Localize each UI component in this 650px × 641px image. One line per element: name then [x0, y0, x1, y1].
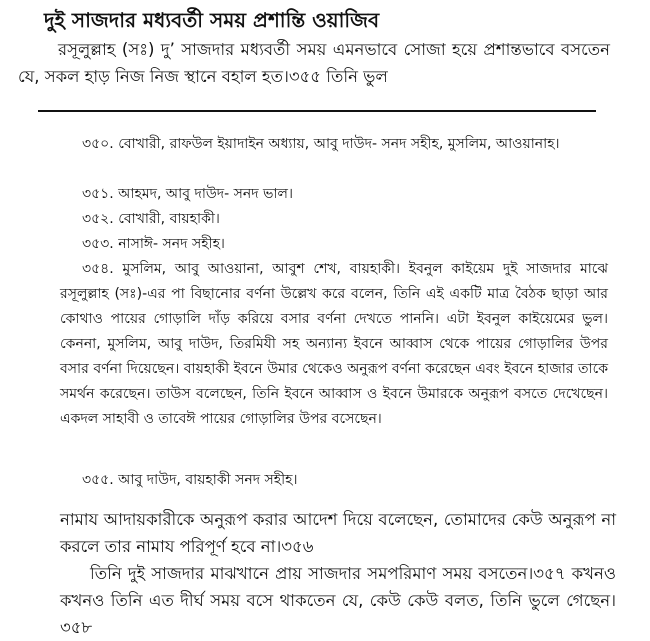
footnote-354: ৩৫৪. মুসলিম, আবু আওয়ানা, আবুশ শেখ, বায়হাকী। ইবনুল কাইয়েম দুই সাজদার মাঝে রসূলুল্লাহ (সঃ)-এর পা বিছানোর বর্ণনা উল্লেখ করে বলেন, তিনি এই একটি মাত্র বৈঠক ছাড়া আর কোথাও পায়ের গোড়ালি দাঁড় করিয়ে বসার বর্ণনা দেখতে পাননি। এটা ইবনুল কাইয়েমের ভুল। কেননা, মুসলিম, আবু দাউদ, তিরমিযী সহ অন্যান্য ইবনে আব্বাস থেকে পায়ের গোড়ালির উপর বসার বর্ণনা দিয়েছেন। বায়হাকী ইবনে উমার থেকেও অনুরূপ বর্ণনা করেছেন এবং ইবনে হাজার তাকে সমর্থন করেছেন। তাউস বলেছেন, তিনি ইবনে আব্বাস ও ইবনে উমারকে অনুরূপ বসতে দেখেছেন। একদল সাহাবী ও তাবেঈ পায়ের গোড়ালির উপর বসেছেন।: [60, 261, 608, 427]
footnote-351: ৩৫১. আহমদ, আবু দাউদ- সনদ ভাল।: [82, 186, 293, 202]
body-paragraph-3: তিনি দুই সাজদার মাঝখানে প্রায় সাজদার সমপরিমাণ সময় বসতেন।৩৫৭ কখনও কখনও তিনি এত দীর্ঘ সময় বসে থাকতেন যে, কেউ কেউ বলত, তিনি ভুলে গেছেন।৩৫৮: [60, 564, 616, 637]
footnote-355: ৩৫৫. আবু দাউদ, বায়হাকী সনদ সহীহ।: [82, 472, 298, 488]
section-heading: দুই সাজদার মধ্যবর্তী সময় প্রশান্তি ওয়াজিব: [44, 8, 380, 32]
footnote-divider: [38, 110, 596, 112]
body-paragraph-1: রসূলুল্লাহ (সঃ) দু’ সাজদার মধ্যবর্তী সময় এমনভাবে সোজা হয়ে প্রশান্তভাবে বসতেন যে, সকল হাড় নিজ নিজ স্থানে বহাল হত।৩৫৫ তিনি ভুল: [18, 40, 610, 86]
footnote-352: ৩৫২. বোখারী, বায়হাকী।: [82, 211, 220, 227]
footnote-353: ৩৫৩. নাসাঈ- সনদ সহীহ।: [82, 236, 225, 252]
body-paragraph-2: নামায আদায়কারীকে অনুরূপ করার আদেশ দিয়ে বলেছেন, তোমাদের কেউ অনুরূপ না করলে তার নামায পরিপূর্ণ হবে না।৩৫৬: [60, 510, 616, 556]
footnote-350: ৩৫০. বোখারী, রাফউল ইয়াদাইন অধ্যায়, আবু দাউদ- সনদ সহীহ, মুসলিম, আওয়ানাহ।: [82, 136, 560, 152]
